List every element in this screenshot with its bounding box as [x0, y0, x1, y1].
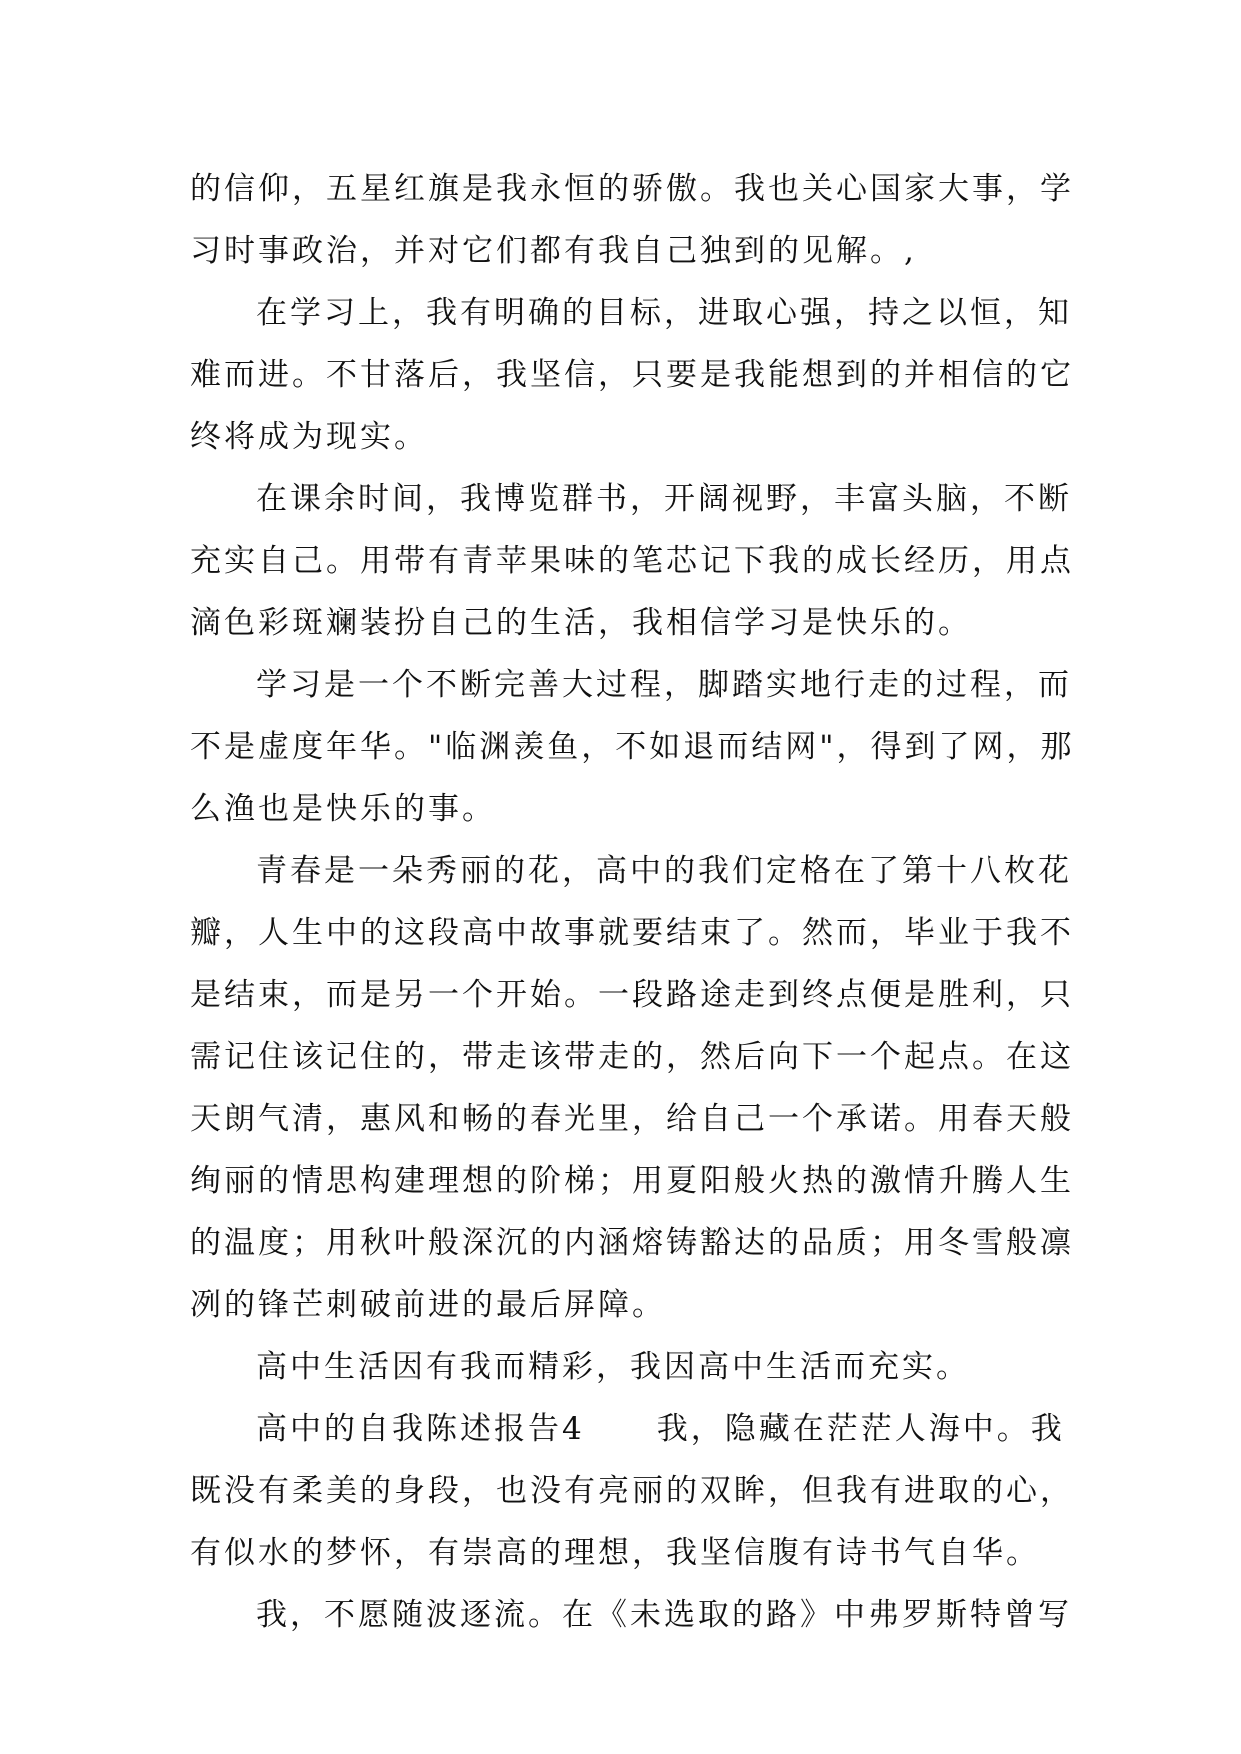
text-line: 的信仰，五星红旗是我永恒的骄傲。我也关心国家大事，学 [190, 171, 1074, 207]
text-line: 滴色彩斑斓装扮自己的生活，我相信学习是快乐的。 [190, 605, 972, 641]
text-line: 习时事政治，并对它们都有我自己独到的见解。, [190, 233, 917, 269]
paragraph-5 [190, 840, 1074, 1336]
text-line: 么渔也是快乐的事。 [190, 791, 496, 827]
text-line: 是结束，而是另一个开始。一段路途走到终点便是胜利，只 [190, 977, 1074, 1013]
text-line: 在课余时间，我博览群书，开阔视野，丰富头脑，不断 [256, 481, 1072, 517]
paragraph-8 [190, 1584, 1072, 1646]
text-line: 难而进。不甘落后，我坚信，只要是我能想到的并相信的它 [190, 357, 1074, 393]
text-line: 充实自己。用带有青苹果味的笔芯记下我的成长经历，用点 [190, 543, 1074, 579]
section-heading: 高中的自我陈述报告4 [256, 1411, 585, 1447]
text-line: 天朗气清，惠风和畅的春光里，给自己一个承诺。用春天般 [190, 1101, 1074, 1137]
text-line: 有似水的梦怀，有崇高的理想，我坚信腹有诗书气自华。 [190, 1535, 1040, 1571]
text-line: 不是虚度年华。"临渊羡鱼，不如退而结网"，得到了网，那 [190, 729, 1075, 765]
text-line: 学习是一个不断完善大过程，脚踏实地行走的过程，而 [256, 667, 1072, 703]
paragraph-1 [190, 158, 1074, 282]
text-line: 终将成为现实。 [190, 419, 428, 455]
document-body [190, 158, 1075, 1646]
text-line: 在学习上，我有明确的目标，进取心强，持之以恒，知 [256, 295, 1072, 331]
paragraph-2 [190, 282, 1074, 468]
text-line: 高中生活因有我而精彩，我因高中生活而充实。 [256, 1349, 970, 1385]
text-line: 冽的锋芒刺破前进的最后屏障。 [190, 1287, 666, 1323]
text-line: 的温度；用秋叶般深沉的内涵熔铸豁达的品质；用冬雪般凛 [190, 1225, 1074, 1261]
paragraph-4 [190, 654, 1075, 840]
text-line: 瓣，人生中的这段高中故事就要结束了。然而，毕业于我不 [190, 915, 1074, 951]
text-line: 需记住该记住的，带走该带走的，然后向下一个起点。在这 [190, 1039, 1074, 1075]
paragraph-7 [190, 1398, 1074, 1584]
paragraph-3 [190, 468, 1074, 654]
text-line: 既没有柔美的身段，也没有亮丽的双眸，但我有进取的心， [190, 1473, 1074, 1509]
heading-line-rest: 我，隐藏在茫茫人海中。我 [656, 1411, 1065, 1447]
text-line: 绚丽的情思构建理想的阶梯；用夏阳般火热的激情升腾人生 [190, 1163, 1074, 1199]
text-line: 我，不愿随波逐流。在《未选取的路》中弗罗斯特曾写 [256, 1597, 1072, 1633]
paragraph-6 [190, 1336, 1055, 1398]
heading-line [190, 1398, 1065, 1460]
text-line: 青春是一朵秀丽的花，高中的我们定格在了第十八枚花 [256, 853, 1072, 889]
